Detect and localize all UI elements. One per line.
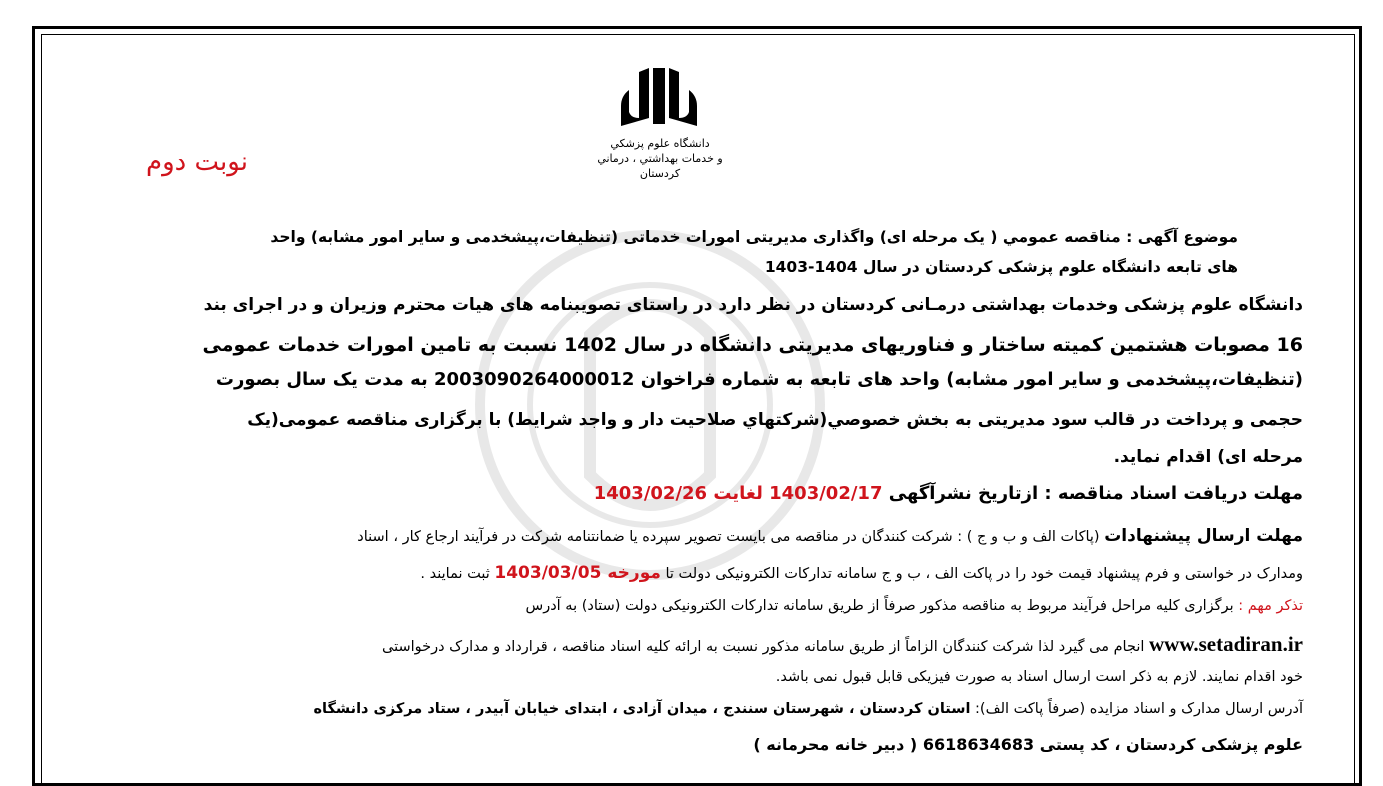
- notice-text-1: برگزاری کلیه مراحل فرآیند مربوط به مناقصه مذکور صرفاً از طریق سامانه تدارکات الکترونیکی دولت (ستاد) به آدرس: [525, 598, 1234, 614]
- body-line-5: مرحله ای) اقدام نماید.: [1113, 447, 1303, 467]
- address-value: استان کردستان ، شهرستان سنندج ، میدان آزادی ، ابتدای خیابان آبیدر ، ستاد مرکزی دانشگاه: [313, 701, 971, 717]
- body-line-2: 16 مصوبات هشتمین کمیته ساختار و فناوریهای مدیریتی دانشگاه در سال 1402 نسبت به تامین امورات خدمات عمومی: [202, 334, 1303, 356]
- logo-line-1: دانشگاه علوم پزشکي: [610, 137, 710, 150]
- deadline-receive-date-from: 1403/02/17: [769, 483, 883, 504]
- deadline-submit-label: مهلت ارسال پیشنهادات: [1104, 526, 1303, 546]
- deadline-submit-line-1: [357, 526, 1303, 546]
- address-label: آدرس ارسال مدارک و اسناد مزایده (صرفاً پاکت الف):: [975, 701, 1303, 717]
- address-line-2: علوم پزشکی کردستان ، کد پستی 6618634683 ( دبیر خانه محرمانه ): [753, 735, 1303, 754]
- deadline-submit-text: (پاکات الف و ب و ج ) : شرکت کنندگان در مناقصه می بایست تصویر سپرده یا ضمانتنامه شرکت در فرآیند ارجاع کار ، اسناد: [357, 529, 1100, 545]
- notice-line-2: [382, 632, 1303, 657]
- notice-line-3: خود اقدام نمایند. لازم به ذکر است ارسال اسناد به صورت فیزیکی قابل قبول نمی باشد.: [775, 669, 1303, 685]
- deadline-receive-label: مهلت دریافت اسناد مناقصه : ازتاریخ نشرآگهی: [888, 483, 1303, 504]
- deadline-receive-date-to: 1403/02/26: [593, 483, 708, 504]
- body-line-3: (تنظیفات،پیشخدمی و سایر امور مشابه) واحد های تابعه به شماره فراخوان 2003090264000012 به مدت یک سال بصورت: [215, 369, 1303, 390]
- deadline-receive: [594, 483, 1303, 504]
- deadline-receive-until: لغایت: [713, 483, 763, 504]
- body-line-1: دانشگاه علوم پزشکی وخدمات بهداشتی درمـانی کردستان در نظر دارد در راستای تصویبنامه های هیات محترم وزیران و در اجرای بند: [203, 295, 1303, 315]
- notice-label: تذکر مهم :: [1238, 598, 1303, 614]
- notice-text-2: انجام می گیرد لذا شرکت کنندگان الزاماً از طریق سامانه مذکور نسبت به ارائه کلیه اسناد مناقصه ، قرارداد و مدارک درخواستی: [382, 639, 1145, 655]
- deadline-submit-line-2: [420, 563, 1303, 583]
- university-logo-caption: [560, 136, 760, 181]
- round-label: نوبت دوم: [146, 147, 248, 177]
- logo-line-3: کردستان: [639, 167, 681, 180]
- deadline-submit-text-3: ثبت نمایند .: [420, 566, 490, 582]
- deadline-submit-date: مورخه 1403/03/05: [494, 563, 661, 583]
- address-line-1: [313, 701, 1303, 717]
- setadiran-url[interactable]: www.setadiran.ir: [1149, 632, 1303, 656]
- logo-line-2: و خدمات بهداشتي ، درماني: [597, 152, 723, 165]
- university-logo: [617, 66, 701, 130]
- deadline-submit-text-2: ومدارک در خواستی و فرم پیشنهاد قیمت خود را در پاکت الف ، ب و ج سامانه تدارکات الکترونیکی دولت تا: [665, 566, 1303, 582]
- notice-title-line-1: موضوع آگهی : مناقصه عمومي ( یک مرحله ای) واگذاری مدیریتی امورات خدماتی (تنظیفات،پیشخدمی و سایر امور مشابه) واحد: [270, 228, 1238, 246]
- notice-line-1: [526, 598, 1304, 614]
- notice-title-line-2: های تابعه دانشگاه علوم پزشکی کردستان در سال 1404-1403: [764, 258, 1238, 276]
- body-line-4: حجمی و پرداخت در قالب سود مدیریتی به بخش خصوصي(شرکتهاي صلاحيت دار و واجد شرايط) با برگزاری مناقصه عمومی(یک: [247, 410, 1303, 430]
